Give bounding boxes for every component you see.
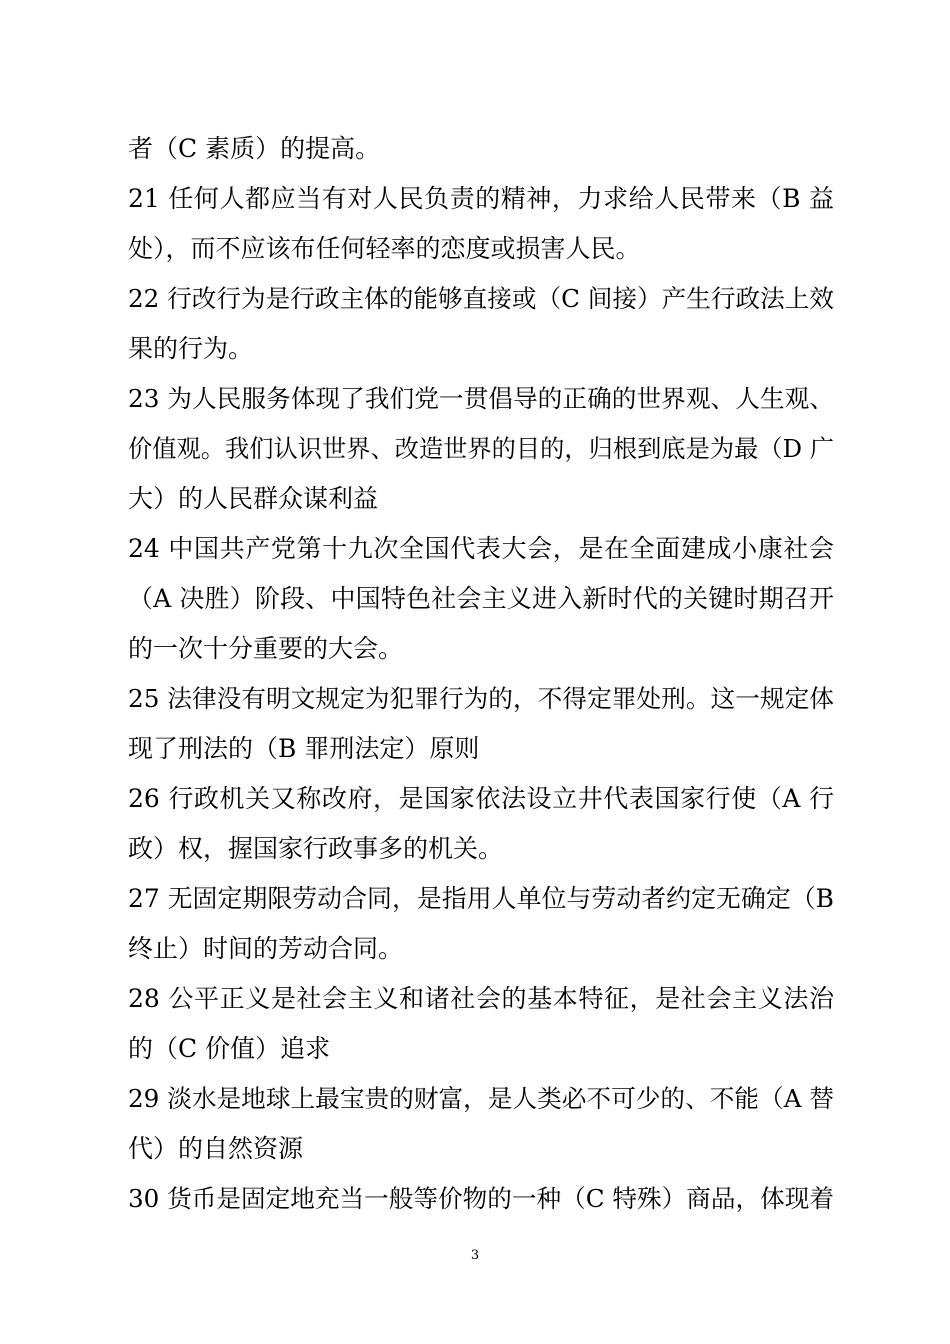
text-line: 22 行改行为是行政主体的能够直接或（C 间接）产生行政法上效 <box>128 284 834 313</box>
text-line: 25 法律没有明文规定为犯罪行为的，不得定罪处刑。这一规定体 <box>128 684 834 713</box>
text-line: 政）权，握国家行政事多的机关。 <box>128 834 504 863</box>
text-line: 21 任何人都应当有对人民负责的精神，力求给人民带来（B 益 <box>128 184 834 213</box>
text-line: 者（C 素质）的提高。 <box>128 134 381 163</box>
text-line: 的一次十分重要的大会。 <box>128 634 404 663</box>
text-line: 的（C 价值）追求 <box>128 1034 331 1063</box>
document-body <box>128 124 834 1224</box>
text-line: 30 货币是固定地充当一般等价物的一种（C 特殊）商品，体现着 <box>128 1184 834 1213</box>
text-line: 现了刑法的（B 罪刑法定）原则 <box>128 734 480 763</box>
page-number: 3 <box>470 1248 480 1263</box>
text-line: 终止）时间的芳动合同。 <box>128 934 404 963</box>
text-line: 28 公平正义是社会主义和诸社会的基本特征，是社会主义法治 <box>128 984 834 1013</box>
text-line: 代）的自然资源 <box>128 1134 304 1163</box>
text-line: 24 中国共产党第十九次全国代表大会，是在全面建成小康社会 <box>128 534 834 563</box>
text-line: 27 无固定期限劳动合同，是指用人单位与劳动者约定无确定（B <box>128 884 834 913</box>
text-line: 26 行政机关又称改府，是国家依法设立井代表国家行使（A 行 <box>128 784 834 813</box>
text-line: 23 为人民服务体现了我们党一贯倡导的正确的世界观、人生观、 <box>128 384 834 413</box>
text-line: 处），而不应该布任何轻率的恋度或损害人民。 <box>128 234 641 263</box>
text-line: 29 淡水是地球上最宝贵的财富，是人类必不可少的、不能（A 替 <box>128 1084 834 1113</box>
text-line: 价值观。我们认识世界、改造世界的目的，归根到底是为最（D 广 <box>128 434 834 463</box>
text-line: 大）的人民群众谋利益 <box>128 484 379 513</box>
text-line: （A 决胜）阶段、中国特色社会主义进入新时代的关键时期召开 <box>128 584 834 613</box>
text-line: 果的行为。 <box>128 334 254 363</box>
